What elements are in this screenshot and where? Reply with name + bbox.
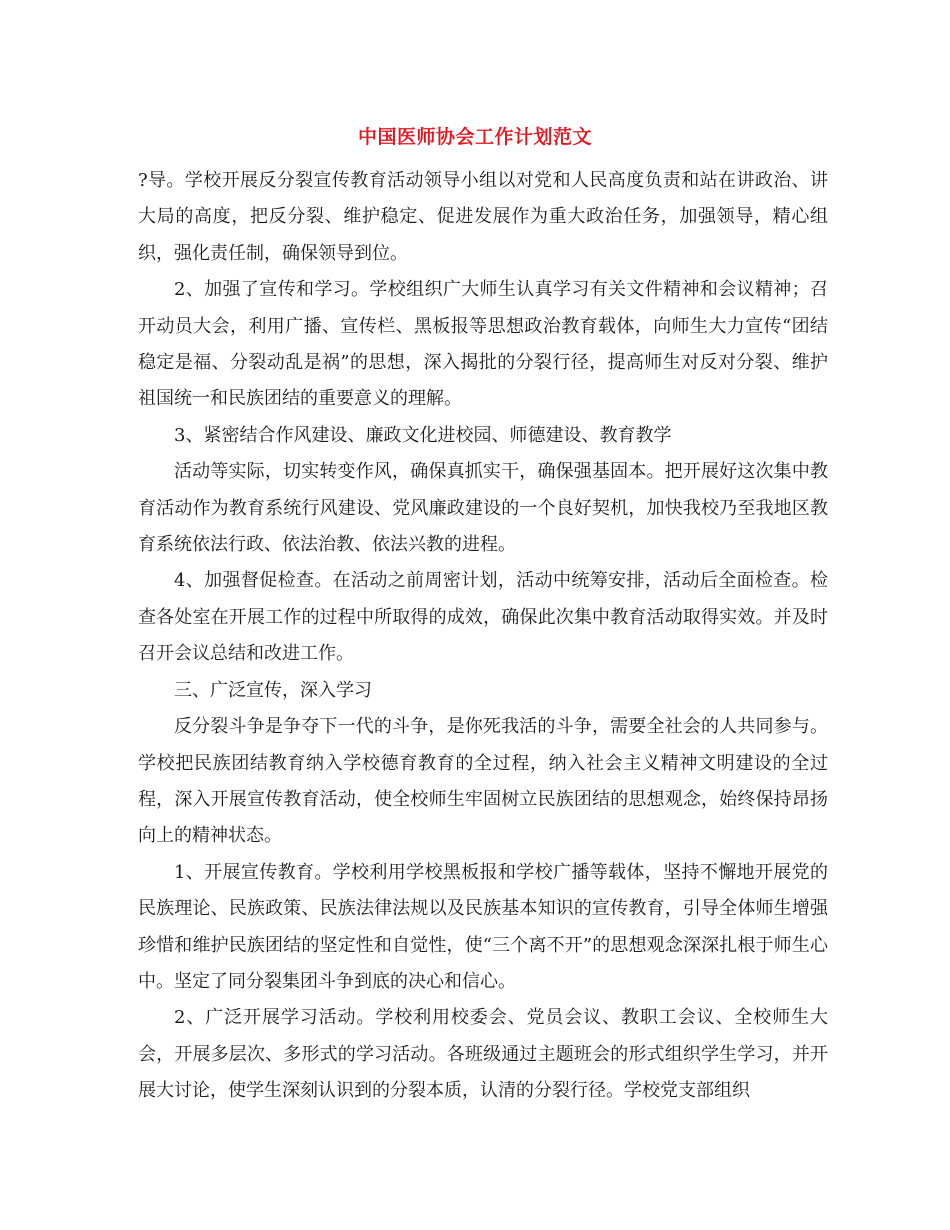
paragraph: 4、加强督促检查。在活动之前周密计划，活动中统筹安排，活动后全面检查。检查各处室在开展工作的过程中所取得的成效，确保此次集中教育活动取得实效。并及时召开会议总结和改进工作。 (138, 570, 828, 665)
document-title: 中国医师协会工作计划范文 (357, 126, 592, 148)
paragraph: 2、广泛开展学习活动。学校利用校委会、党员会议、教职工会议、全校师生大会，开展多层次、多形式的学习活动。各班级通过主题班会的形式组织学生学习，并开展大讨论，使学生深刻认识到的分裂本质，认清的分裂行径。学校党支部组织 (138, 1007, 828, 1102)
paragraph: 1、开展宣传教育。学校利用学校黑板报和学校广播等载体，坚持不懈地开展党的民族理论、民族政策、民族法律法规以及民族基本知识的宣传教育，引导全体师生增强珍惜和维护民族团结的坚定性和自觉性，使“三个离不开”的思想观念深深扎根于师生心中。坚定了同分裂集团斗争到底的决心和信心。 (138, 861, 828, 992)
paragraph: 活动等实际，切实转变作风，确保真抓实干，确保强基固本。把开展好这次集中教育活动作为教育系统行风建设、党风廉政建设的一个良好契机，加快我校乃至我地区教育系统依法行政、依法治教、依法兴教的进程。 (138, 461, 828, 556)
paragraph: 2、加强了宣传和学习。学校组织广大师生认真学习有关文件精神和会议精神；召开动员大会，利用广播、宣传栏、黑板报等思想政治教育载体，向师生大力宣传“团结稳定是福、分裂动乱是祸”的思想，深入揭批的分裂行径，提高师生对反对分裂、维护祖国统一和民族团结的重要意义的理解。 (138, 279, 828, 410)
paragraph: 反分裂斗争是争夺下一代的斗争，是你死我活的斗争，需要全社会的人共同参与。学校把民族团结教育纳入学校德育教育的全过程，纳入社会主义精神文明建设的全过程，深入开展宣传教育活动，使全校师生牢固树立民族团结的思想观念，始终保持昂扬向上的精神状态。 (138, 716, 828, 847)
section-heading: 三、广泛宣传，深入学习 (174, 679, 372, 701)
paragraph: ?导。学校开展反分裂宣传教育活动领导小组以对党和人民高度负责和站在讲政治、讲大局的高度，把反分裂、维护稳定、促进发展作为重大政治任务，加强领导，精心组织，强化责任制，确保领导到位。 (138, 170, 828, 264)
document-body (138, 163, 828, 1110)
paragraph: 3、紧密结合作风建设、廉政文化进校园、师德建设、教育教学 (174, 424, 672, 446)
